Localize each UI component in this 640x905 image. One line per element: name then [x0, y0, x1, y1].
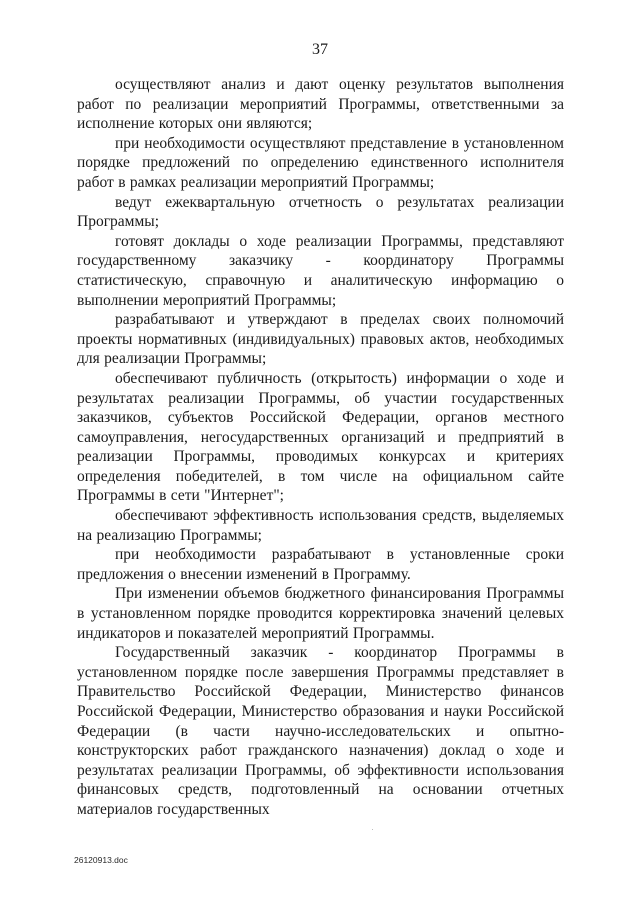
scan-speck — [372, 829, 373, 830]
paragraph-legal-acts: разрабатывают и утверждают в пределах своих полномочий проекты нормативных (индивидуальных) правовых актов, необходимых для реализации Программы; — [77, 311, 564, 368]
paragraph-final-report: Государственный заказчик - координатор Программы в установленном порядке после завершения Программы представляет в Правительство Российской Федерации, Министерство финансов Российской Федерации, Министерство образования и науки Российской Федерации (в части научно-исследовательских и опытно-конструкторских работ гражданского назначения) доклад о ходе и результатах реализации Программы, об эффективности использования финансовых средств, подготовленный на основании отчетных материалов государственных — [77, 644, 564, 818]
page-number: 37 — [312, 41, 328, 58]
paragraph-single-contractor: при необходимости осуществляют представление в установленном порядке предложений по определению единственного исполнителя работ в рамках реализации мероприятий Программы; — [77, 134, 564, 191]
document-body — [77, 75, 564, 820]
paragraph-budget-changes: При изменении объемов бюджетного финансирования Программы в установленном порядке проводится корректировка значений целевых индикаторов и показателей мероприятий Программы. — [77, 585, 564, 642]
paragraph-efficiency: обеспечивают эффективность использования средств, выделяемых на реализацию Программы; — [77, 507, 564, 544]
file-reference: 26120913.doc — [74, 855, 128, 865]
paragraph-quarterly-reporting: ведут ежеквартальную отчетность о результатах реализации Программы; — [77, 193, 564, 231]
paragraph-progress-reports: готовят доклады о ходе реализации Программы, представляют государственному заказчику - координатору Программы статистическую, справочную и аналитическую информацию о выполнении мероприятий Программы; — [77, 232, 564, 309]
paragraph-analysis: осуществляют анализ и дают оценку результатов выполнения работ по реализации мероприятий Программы, ответственными за исполнение которых они являются; — [77, 76, 564, 133]
paragraph-publicity: обеспечивают публичность (открытость) информации о ходе и результатах реализации Программы, об участии государственных заказчиков, субъектов Российской Федерации, органов местного самоуправления, негосударственных организаций и предприятий в реализации Программы, проводимых конкурсах и критериях определения победителей, в том числе на официальном сайте Программы в сети "Интернет"; — [77, 369, 564, 505]
paragraph-amendments: при необходимости разрабатывают в установленные сроки предложения о внесении изменений в Программу. — [77, 546, 564, 583]
